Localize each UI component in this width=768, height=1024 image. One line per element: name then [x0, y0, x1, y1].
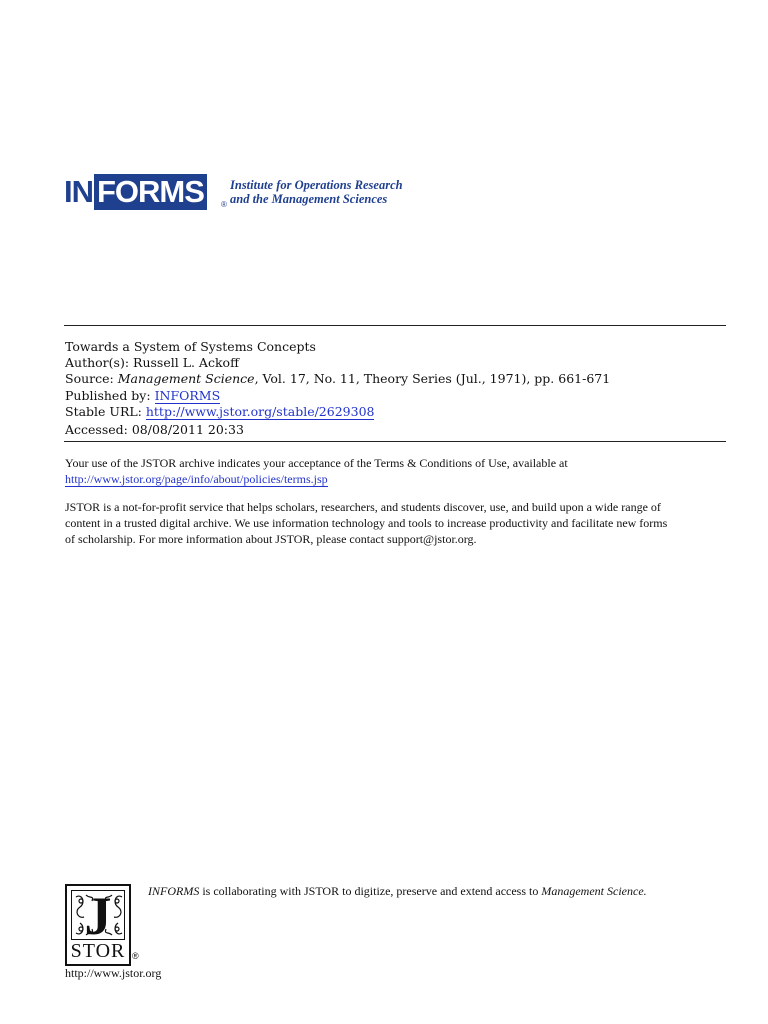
author-name: Russell L. Ackoff [133, 355, 239, 371]
source-line [65, 371, 725, 387]
about-jstor-paragraph [65, 500, 730, 547]
jstor-registered-mark: ® [132, 951, 139, 961]
source-label: Source: [65, 371, 114, 387]
publisher-label: Published by: [65, 387, 151, 403]
stable-url-line [65, 404, 725, 420]
publisher-line [65, 388, 725, 404]
jstor-logo-word: STOR [70, 940, 126, 962]
jstor-url[interactable]: http://www.jstor.org [65, 966, 162, 980]
collaboration-line [148, 884, 647, 899]
jstor-logo [65, 884, 131, 966]
accessed-line [65, 422, 725, 438]
bottom-divider [64, 441, 726, 442]
informs-tagline-line1: Institute for Operations Research [230, 178, 403, 192]
top-divider [64, 325, 726, 326]
informs-tagline [230, 178, 403, 206]
about-line-1: JSTOR is a not-for-profit service that helps scholars, researchers, and students discover, use, and build upon a wide range of [65, 500, 661, 514]
accessed-date: 08/08/2011 20:33 [131, 422, 244, 438]
accessed-label: Accessed: [65, 422, 128, 438]
terms-text: Your use of the JSTOR archive indicates your acceptance of the Terms & Conditions of Use, available at [65, 456, 568, 470]
article-title: Towards a System of Systems Concepts [65, 339, 316, 354]
collab-publisher: INFORMS [148, 884, 200, 898]
author-line [65, 355, 725, 371]
jstor-logo-ornament [71, 890, 125, 940]
source-details: , Vol. 17, No. 11, Theory Series (Jul., 1971), pp. 661-671 [254, 371, 611, 387]
informs-registered-mark: ® [221, 200, 227, 209]
terms-url-link[interactable]: http://www.jstor.org/page/info/about/policies/terms.jsp [65, 471, 328, 486]
author-label: Author(s): [65, 355, 130, 371]
publisher-link[interactable]: INFORMS [154, 387, 221, 403]
informs-tagline-line2: and the Management Sciences [230, 192, 388, 206]
informs-logo [64, 174, 403, 214]
informs-wordmark-in: IN [64, 174, 93, 209]
informs-wordmark [64, 174, 207, 210]
collab-journal: Management Science. [541, 884, 647, 898]
collab-text: is collaborating with JSTOR to digitize, preserve and extend access to [199, 884, 542, 898]
about-line-3: of scholarship. For more information about JSTOR, please contact support@jstor.org. [65, 531, 477, 546]
terms-paragraph [65, 456, 730, 488]
about-line-2: content in a trusted digital archive. We use information technology and tools to increase productivity and facilitate new forms [65, 515, 668, 530]
jstor-logo-j: J [84, 890, 112, 940]
citation-block [65, 339, 725, 438]
stable-url-link[interactable]: http://www.jstor.org/stable/2629308 [145, 403, 375, 419]
informs-wordmark-forms: FORMS [94, 174, 207, 210]
stable-url-label: Stable URL: [65, 403, 142, 419]
source-journal: Management Science [117, 371, 255, 387]
